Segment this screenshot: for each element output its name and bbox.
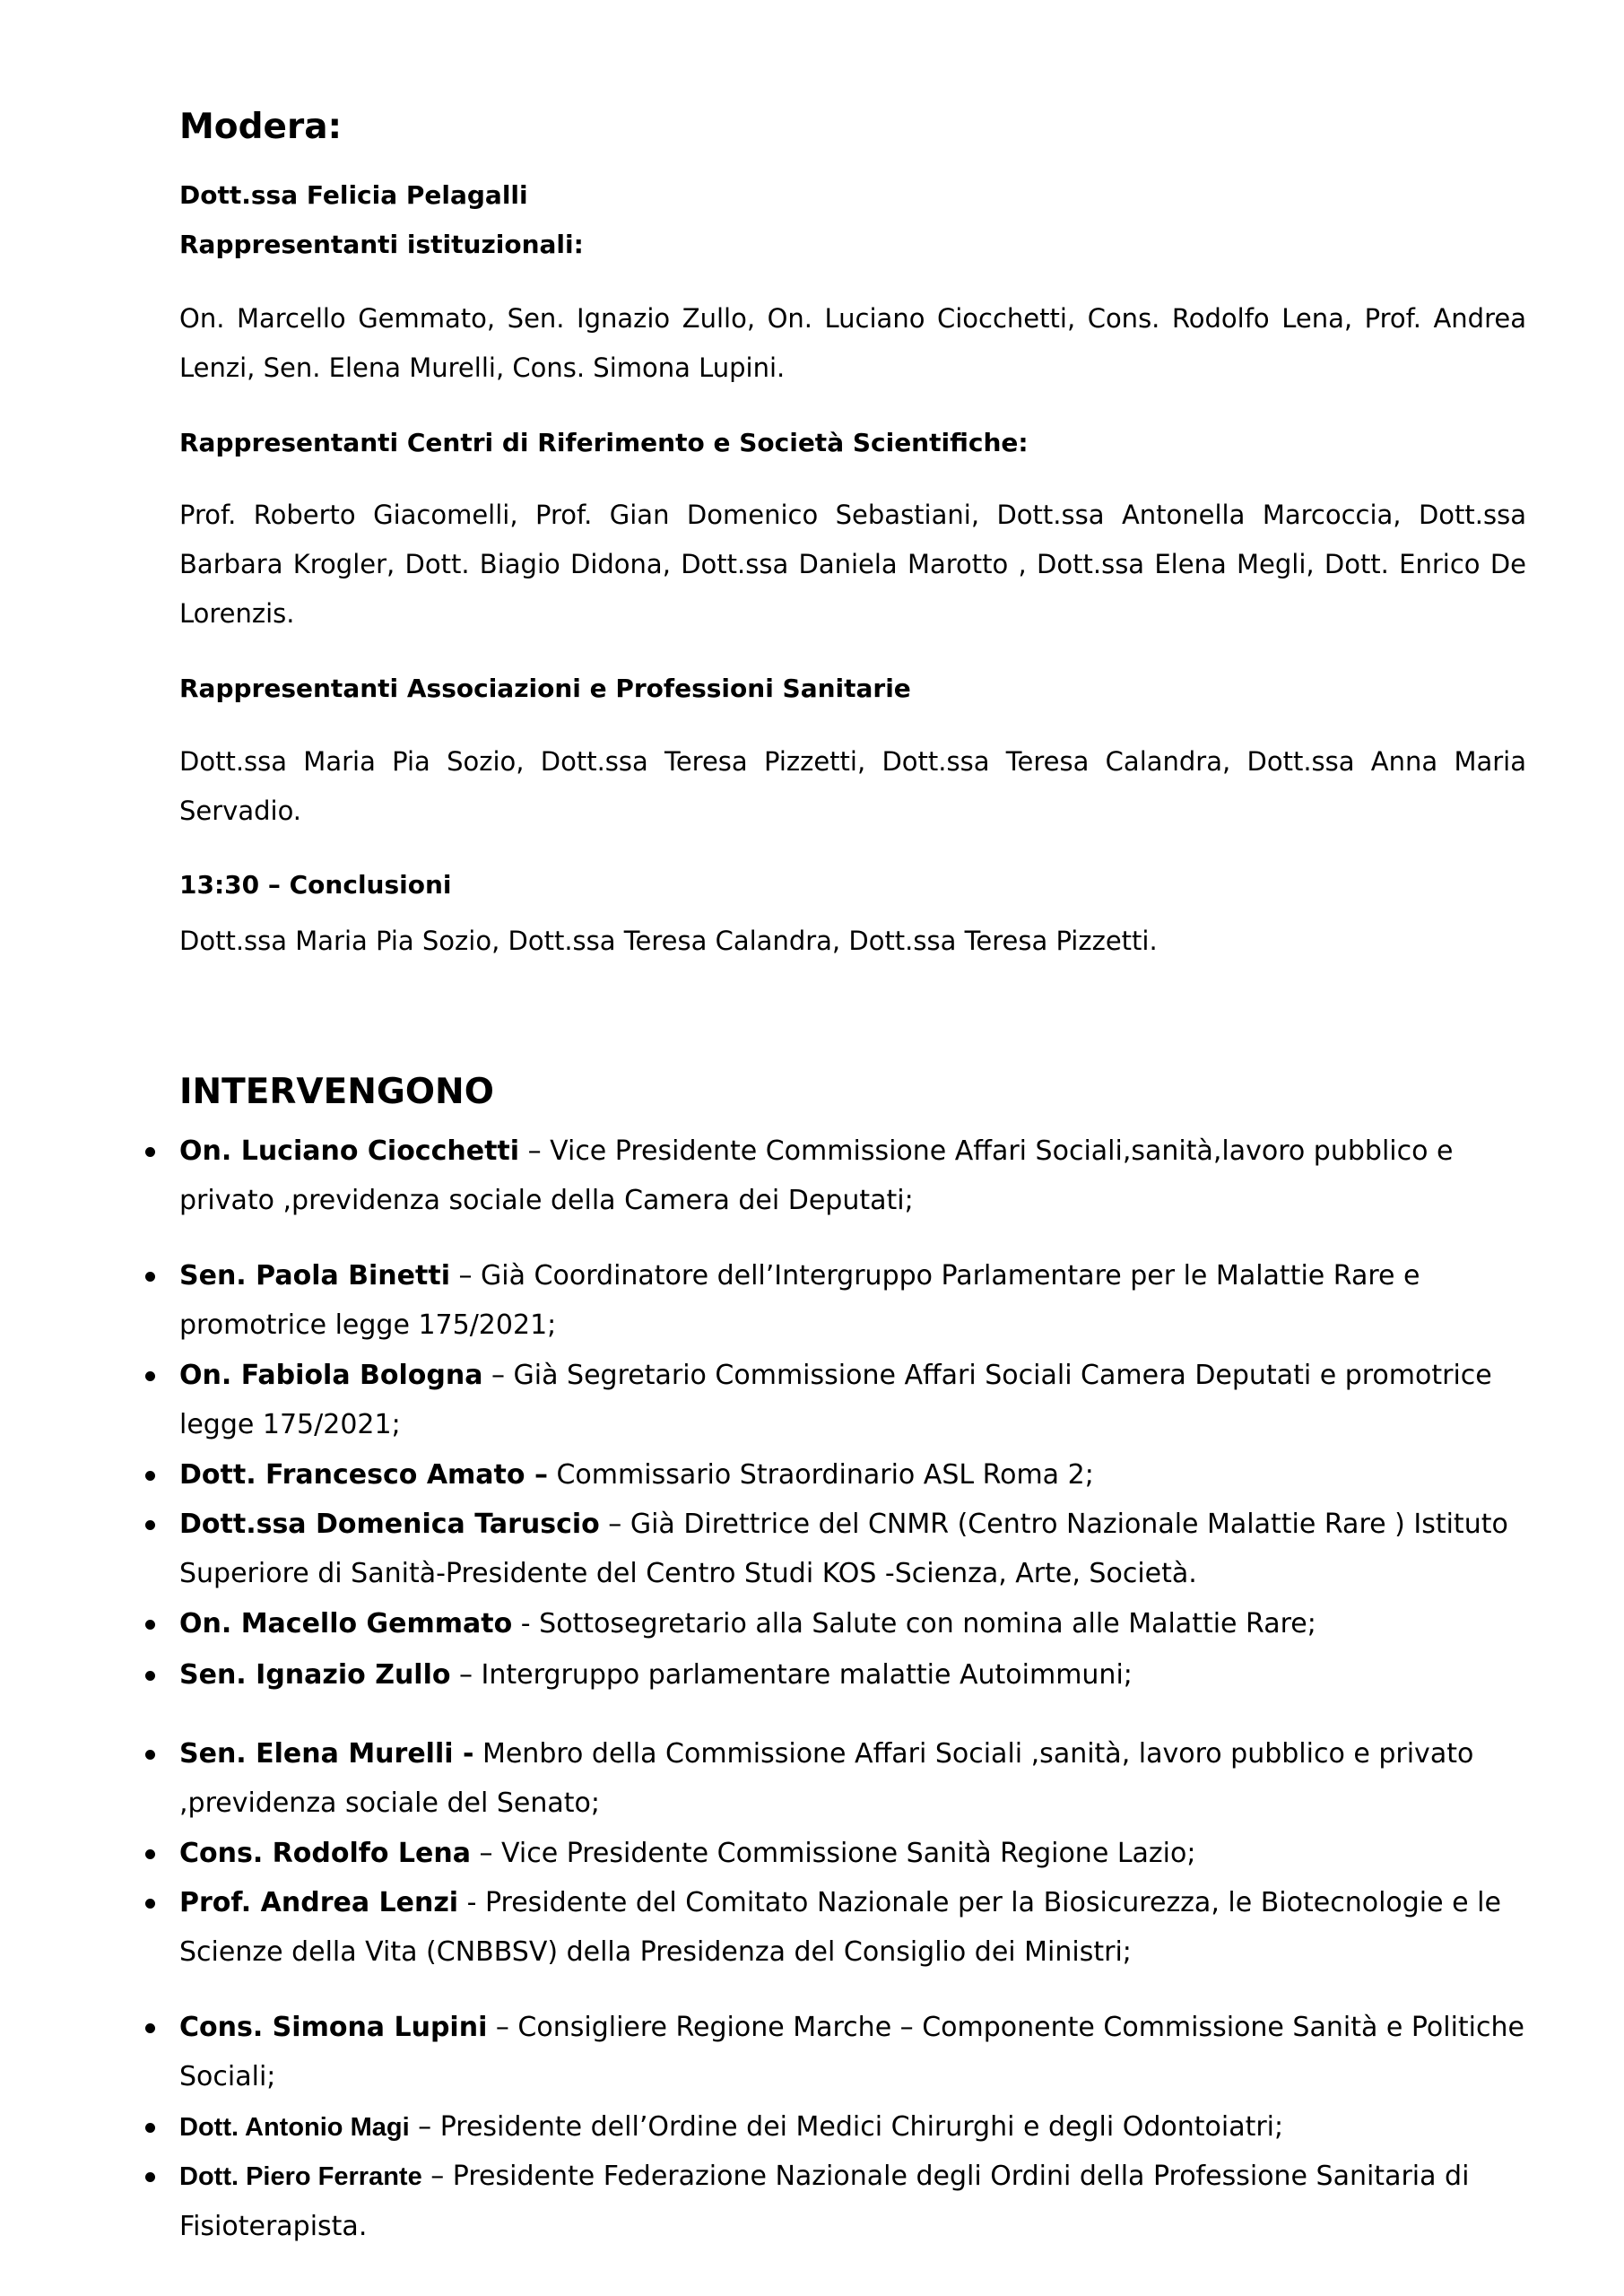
centri-text: Prof. Roberto Giacomelli, Prof. Gian Domenico Sebastiani, Dott.ssa Antonella Marcoccia, Dott.ssa Barbara Krogler, Dott. Biagio Didona, Dott.ssa Daniela Marotto , Dott.ssa Elena Megli, Dott. Enrico De Lorenzis.	[179, 500, 1526, 629]
list-item	[179, 1251, 1533, 1350]
bullet-icon	[145, 2123, 155, 2133]
speaker-role: – Vice Presidente Commissione Sanità Regione Lazio;	[470, 1838, 1196, 1869]
list-item	[179, 2152, 1533, 2251]
istituzionali-heading: Rappresentanti istituzionali:	[179, 230, 584, 259]
speaker-role: – Vice Presidente Commissione Affari Sociali,sanità,lavoro pubblico e privato ,previdenza sociale della Camera dei Deputati;	[179, 1135, 1454, 1216]
bullet-icon	[145, 2023, 155, 2033]
list-item	[179, 2102, 1533, 2152]
bullet-icon	[145, 1899, 155, 1909]
bullet-icon	[145, 1371, 155, 1381]
speaker-name: Sen. Ignazio Zullo	[179, 1659, 451, 1691]
speaker-name: On. Luciano Ciocchetti	[179, 1135, 520, 1167]
speaker-name: Cons. Rodolfo Lena	[179, 1838, 471, 1869]
speaker-name: Cons. Simona Lupini	[179, 2012, 488, 2043]
list-item	[179, 1126, 1533, 1225]
istituzionali-text: On. Marcello Gemmato, Sen. Ignazio Zullo, On. Luciano Ciocchetti, Cons. Rodolfo Lena, Prof. Andrea Lenzi, Sen. Elena Murelli, Cons. Simona Lupini.	[179, 303, 1526, 383]
speaker-role: – Già Coordinatore dell’Intergruppo Parlamentare per le Malattie Rare e promotrice legge 175/2021;	[179, 1260, 1420, 1341]
associazioni-text: Dott.ssa Maria Pia Sozio, Dott.ssa Teresa Pizzetti, Dott.ssa Teresa Calandra, Dott.ssa Anna Maria Servadio.	[179, 746, 1526, 826]
speaker-role: Menbro della Commissione Affari Sociali ,sanità, lavoro pubblico e privato ,previdenza sociale del Senato;	[179, 1738, 1474, 1819]
list-item	[179, 1599, 1533, 1648]
speaker-role: - Sottosegretario alla Salute con nomina alle Malattie Rare;	[512, 1608, 1316, 1639]
bullet-icon	[145, 1272, 155, 1282]
moderator-name: Dott.ssa Felicia Pelagalli	[179, 180, 528, 210]
bullet-icon	[145, 1620, 155, 1630]
modera-heading: Modera:	[179, 107, 343, 147]
speaker-name: Dott. Francesco Amato –	[179, 1459, 548, 1491]
bullet-icon	[145, 1750, 155, 1760]
speaker-role: – Già Direttrice del CNMR (Centro Nazionale Malattie Rare ) Istituto Superiore di Sanità-Presidente del Centro Studi KOS -Scienza, Arte, Società.	[179, 1509, 1508, 1589]
speaker-role: – Presidente Federazione Nazionale degli Ordini della Professione Sanitaria di Fisioterapista.	[179, 2161, 1470, 2242]
bullet-icon	[145, 1849, 155, 1859]
speaker-role: – Già Segretario Commissione Affari Sociali Camera Deputati e promotrice legge 175/2021;	[179, 1360, 1492, 1440]
list-item	[179, 2003, 1533, 2101]
bullet-icon	[145, 2172, 155, 2182]
speaker-name: Dott.ssa Domenica Taruscio	[179, 1509, 600, 1540]
speaker-name: Sen. Elena Murelli -	[179, 1738, 474, 1770]
speaker-name: Dott. Antonio Magi	[179, 2113, 410, 2142]
list-item	[179, 1878, 1533, 1977]
speaker-role: - Presidente del Comitato Nazionale per la Biosicurezza, le Biotecnologie e le Scienze della Vita (CNBBSV) della Presidenza del Consiglio dei Ministri;	[179, 1887, 1501, 1968]
conclusioni-text: Dott.ssa Maria Pia Sozio, Dott.ssa Teresa Calandra, Dott.ssa Teresa Pizzetti.	[179, 926, 1158, 956]
list-item	[179, 1729, 1533, 1828]
speaker-role: – Presidente dell’Ordine dei Medici Chirurghi e degli Odontoiatri;	[409, 2111, 1284, 2143]
associazioni-heading: Rappresentanti Associazioni e Professioni Sanitarie	[179, 674, 911, 703]
intervengono-heading: INTERVENGONO	[179, 1072, 494, 1112]
speaker-name: Prof. Andrea Lenzi	[179, 1887, 459, 1918]
conclusioni-heading: 13:30 – Conclusioni	[179, 870, 452, 900]
speaker-role: – Consigliere Regione Marche – Componente Commissione Sanità e Politiche Sociali;	[179, 2012, 1524, 2092]
speaker-name: On. Macello Gemmato	[179, 1608, 513, 1639]
bullet-icon	[145, 1520, 155, 1530]
speaker-role: – Intergruppo parlamentare malattie Autoimmuni;	[450, 1659, 1133, 1691]
bullet-icon	[145, 1671, 155, 1681]
centri-heading: Rappresentanti Centri di Riferimento e Società Scientifiche:	[179, 428, 1029, 457]
speaker-name: Sen. Paola Binetti	[179, 1260, 450, 1292]
list-item	[179, 1829, 1533, 1878]
speaker-name: Dott. Piero Ferrante	[179, 2162, 422, 2191]
list-item	[179, 1650, 1533, 1700]
list-item	[179, 1500, 1533, 1598]
bullet-icon	[145, 1147, 155, 1157]
speaker-name: On. Fabiola Bologna	[179, 1360, 483, 1391]
list-item	[179, 1450, 1533, 1500]
list-item	[179, 1351, 1533, 1449]
speaker-role: Commissario Straordinario ASL Roma 2;	[547, 1459, 1094, 1491]
bullet-icon	[145, 1471, 155, 1481]
